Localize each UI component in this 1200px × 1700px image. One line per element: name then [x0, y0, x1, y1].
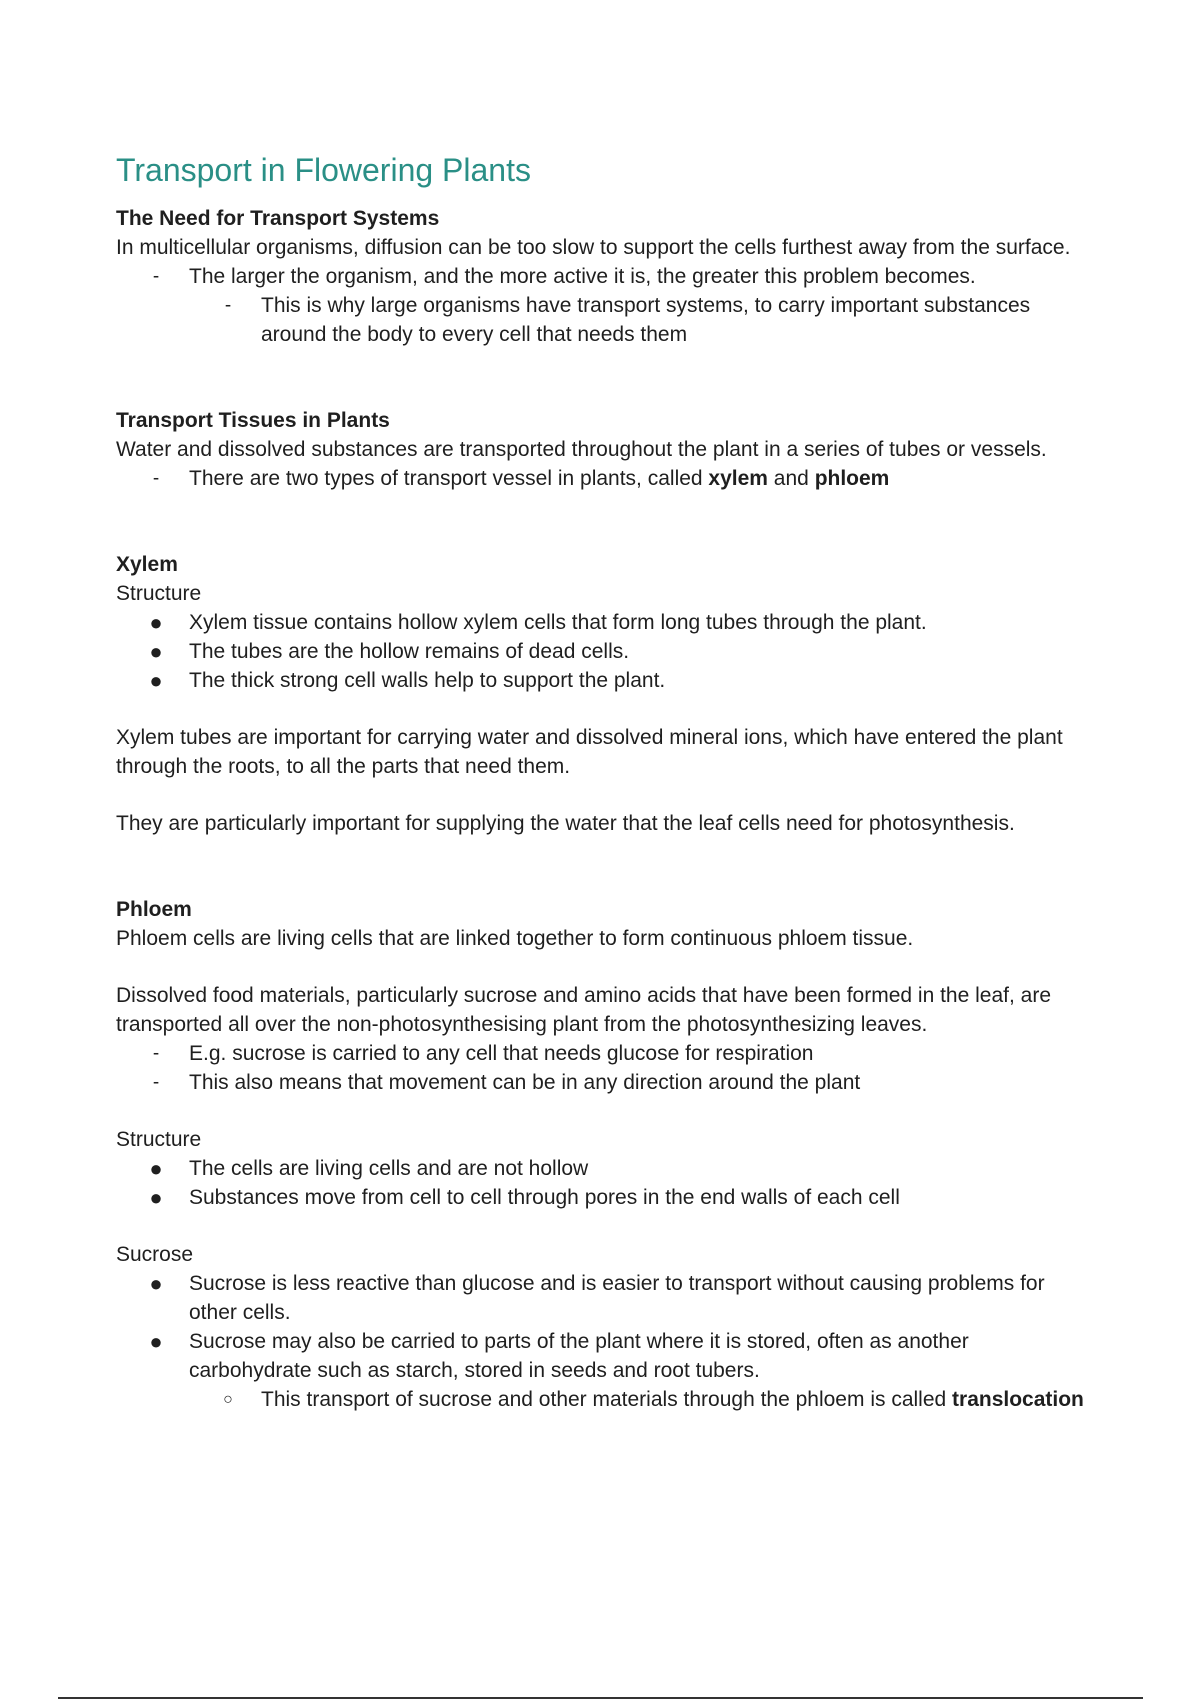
bullet-dot-icon: ● [149, 610, 163, 635]
paragraph: They are particularly important for supplying the water that the leaf cells need for photosynthesis. [116, 812, 1015, 835]
list-item-text: Xylem tissue contains hollow xylem cells that form long tubes through the plant. [189, 611, 927, 634]
dash-list [116, 464, 1096, 493]
list-item [116, 608, 1096, 637]
list-item-text: This also means that movement can be in any direction around the plant [189, 1071, 861, 1094]
list-item [116, 666, 1096, 695]
list-item [116, 291, 1096, 349]
bullet-list [116, 1154, 1096, 1212]
list-item [116, 1039, 1096, 1068]
bold-term-xylem: xylem [708, 467, 768, 490]
list-item [116, 1068, 1096, 1097]
bullet-circle-icon: ○ [223, 1391, 233, 1408]
subheading-structure: Structure [116, 1128, 202, 1151]
bullet-dot-icon: ● [149, 1271, 163, 1296]
document-body [116, 150, 1096, 1414]
paragraph: Phloem cells are living cells that are linked together to form continuous phloem tissue. [116, 927, 914, 950]
dash-bullet-icon: - [152, 1072, 160, 1093]
list-item-text: Sucrose is less reactive than glucose and is easier to transport without causing problems for other cells. [189, 1272, 1045, 1324]
bullet-dot-icon: ● [149, 639, 163, 664]
bold-term-phloem: phloem [814, 467, 890, 490]
list-item-text: Substances move from cell to cell through pores in the end walls of each cell [189, 1186, 900, 1209]
dash-bullet-icon: - [152, 266, 160, 287]
list-item-text: Sucrose may also be carried to parts of the plant where it is stored, often as another carbohydrate such as starch, stored in seeds and root tubers. [189, 1330, 969, 1382]
list-item-text: The thick strong cell walls help to support the plant. [189, 669, 666, 692]
section-heading-xylem: Xylem [116, 553, 178, 576]
list-item-text: The cells are living cells and are not hollow [189, 1157, 589, 1180]
dash-list [116, 262, 1096, 349]
section-heading-transport-tissues: Transport Tissues in Plants [116, 409, 390, 432]
bullet-dot-icon: ● [149, 668, 163, 693]
bullet-dot-icon: ● [149, 1185, 163, 1210]
list-item-text: This is why large organisms have transport systems, to carry important substances around the body to every cell that needs them [261, 294, 1031, 346]
list-item [116, 464, 1096, 493]
list-item-text: This transport of sucrose and other materials through the phloem is called translocation [261, 1388, 1084, 1411]
list-item [116, 1269, 1096, 1327]
paragraph: Water and dissolved substances are transported throughout the plant in a series of tubes or vessels. [116, 438, 1047, 461]
list-item [116, 262, 1096, 291]
section-heading-need-for-transport: The Need for Transport Systems [116, 207, 440, 230]
list-item-text: The tubes are the hollow remains of dead cells. [189, 640, 630, 663]
list-item-text: The larger the organism, and the more active it is, the greater this problem becomes. [189, 265, 976, 288]
bullet-list [116, 608, 1096, 695]
dash-bullet-icon: - [152, 1043, 160, 1064]
subheading-structure: Structure [116, 582, 202, 605]
list-item [116, 1385, 1096, 1414]
paragraph: Xylem tubes are important for carrying water and dissolved mineral ions, which have entered the plant through the roots, to all the parts that need them. [116, 726, 1063, 778]
paragraph: Dissolved food materials, particularly sucrose and amino acids that have been formed in the leaf, are transported all over the non-photosynthesising plant from the photosynthesizing leaves. [116, 984, 1051, 1036]
bullet-dot-icon: ● [149, 1329, 163, 1354]
paragraph: In multicellular organisms, diffusion can be too slow to support the cells furthest away from the surface. [116, 236, 1071, 259]
dash-bullet-icon: - [152, 468, 160, 489]
section-heading-phloem: Phloem [116, 898, 192, 921]
list-item-text: There are two types of transport vessel in plants, called xylem and phloem [189, 467, 890, 490]
bullet-list [116, 1269, 1096, 1414]
bold-term-translocation: translocation [952, 1388, 1084, 1411]
list-item [116, 1327, 1096, 1385]
page-title: Transport in Flowering Plants [116, 152, 531, 188]
list-item [116, 1154, 1096, 1183]
dash-bullet-icon: - [224, 295, 232, 316]
bullet-dot-icon: ● [149, 1156, 163, 1181]
list-item [116, 637, 1096, 666]
footer-divider [58, 1697, 1143, 1699]
list-item-text: E.g. sucrose is carried to any cell that needs glucose for respiration [189, 1042, 814, 1065]
dash-list [116, 1039, 1096, 1097]
list-item [116, 1183, 1096, 1212]
subheading-sucrose: Sucrose [116, 1243, 194, 1266]
